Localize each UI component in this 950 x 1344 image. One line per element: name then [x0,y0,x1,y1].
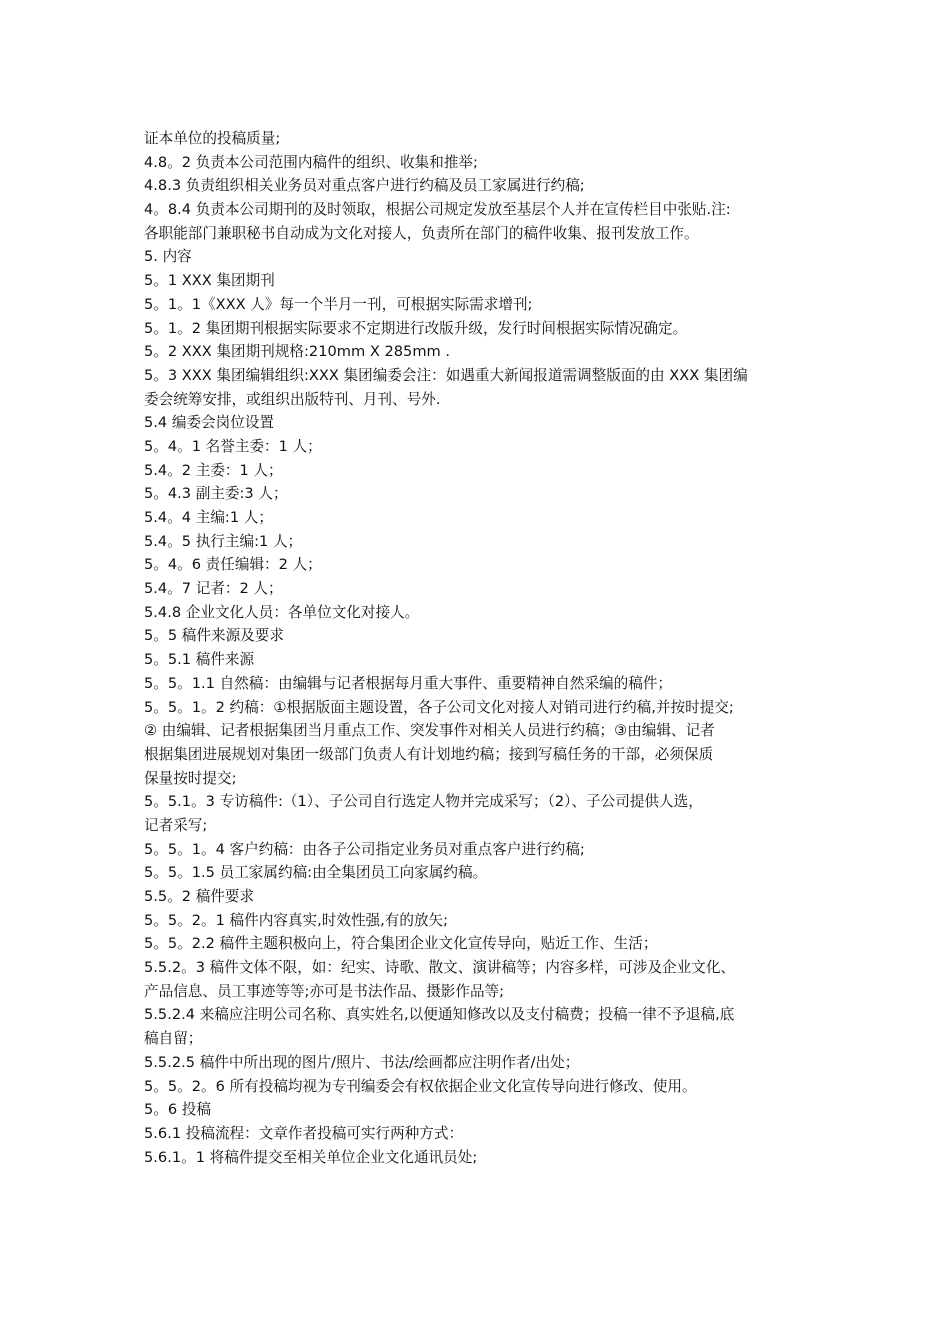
document-line: 产品信息、员工事迹等等;亦可是书法作品、摄影作品等; [144,982,505,1000]
document-line: 5。5.1 稿件来源 [144,651,255,669]
document-line: 5。4。6 责任编辑：2 人； [144,556,322,574]
document-line: 5。4。1 名誉主委：1 人； [144,437,322,455]
document-line: 5。4.3 副主委:3 人； [144,485,288,503]
document-line: 5。1。1《XXX 人》每一个半月一刊，可根据实际需求增刊; [144,295,533,313]
document-line: 4.8.3 负责组织相关业务员对重点客户进行约稿及员工家属进行约稿; [144,177,585,195]
document-line: 5。5。2。6 所有投稿均视为专刊编委会有权依据企业文化宣传导向进行修改、使用。 [144,1077,697,1095]
document-line: 4.8。2 负责本公司范围内稿件的组织、收集和推举; [144,153,478,171]
document-line: 证本单位的投稿质量; [144,130,281,147]
document-line: 5. 内容 [144,248,192,266]
document-line: 5.4。5 执行主编:1 人； [144,532,303,550]
document-line: 5。5。2。1 稿件内容真实,时效性强,有的放矢; [144,911,449,929]
document-line: 根据集团进展规划对集团一级部门负责人有计划地约稿；接到写稿任务的干部，必须保质 [144,745,714,763]
document-line: 5.5.2.5 稿件中所出现的图片/照片、书法/绘画都应注明作者/出处； [144,1053,580,1071]
document-line: 5。5 稿件来源及要求 [144,627,284,645]
document-line: 5。1 XXX 集团期刊 [144,272,275,290]
document-line: 5.6.1。1 将稿件提交至相关单位企业文化通讯员处; [144,1148,478,1166]
document-line: 5。6 投稿 [144,1101,211,1119]
document-line: 5。5。1。2 约稿：①根据版面主题设置，各子公司文化对接人对销司进行约稿,并按时提交; [144,698,734,716]
document-line: 记者采写; [144,816,208,834]
document-line: ② 由编辑、记者根据集团当月重点工作、突发事件对相关人员进行约稿；③由编辑、记者 [144,722,715,740]
document-line: 5.5。2 稿件要求 [144,888,255,905]
document-line: 5.4.8 企业文化人员：各单位文化对接人。 [144,603,420,621]
document-line: 5。5。1.5 员工家属约稿:由全集团员工向家属约稿。 [144,864,488,882]
document-line: 各职能部门兼职秘书自动成为文化对接人，负责所在部门的稿件收集、报刊发放工作。 [144,224,699,242]
document-line: 稿自留； [144,1030,203,1048]
document-line: 5。5。2.2 稿件主题积极向上，符合集团企业文化宣传导向，贴近工作、生活； [144,935,658,953]
document-line: 保量按时提交; [144,769,237,787]
document-line: 5.6.1 投稿流程：文章作者投稿可实行两种方式： [144,1124,464,1142]
document-line: 5。5。1。4 客户约稿：由各子公司指定业务员对重点客户进行约稿; [144,840,585,858]
document-line: 5.5.2。3 稿件文体不限，如：纪实、诗歌、散文、演讲稿等；内容多样，可涉及企业文化、 [144,959,736,977]
document-line: 委会统筹安排，或组织出版特刊、月刊、号外. [144,390,441,408]
document-line: 5。3 XXX 集团编辑组织:XXX 集团编委会注：如遇重大新闻报道需调整版面的由 XXX 集团编 [144,366,748,384]
document-line: 5.4。7 记者：2 人； [144,580,283,598]
document-line: 5.4 编委会岗位设置 [144,414,275,432]
document-line: 5。2 XXX 集团期刊规格:210mm X 285mm . [144,343,451,361]
document-body [144,127,824,1169]
document-line: 4。8.4 负责本公司期刊的及时领取，根据公司规定发放至基层个人并在宣传栏目中张贴.注: [144,201,731,219]
document-line: 5.5.2.4 来稿应注明公司名称、真实姓名,以便通知修改以及支付稿费；投稿一律不予退稿,底 [144,1006,735,1024]
document-line: 5.4。2 主委：1 人； [144,461,283,479]
document-line: 5。5.1。3 专访稿件:（1）、子公司自行选定人物并完成采写；（2）、子公司提供人选， [144,793,703,811]
document-line: 5.4。4 主编:1 人； [144,509,273,526]
document-line: 5。5。1.1 自然稿：由编辑与记者根据每月重大事件、重要精神自然采编的稿件； [144,674,673,692]
document-line: 5。1。2 集团期刊根据实际要求不定期进行改版升级，发行时间根据实际情况确定。 [144,319,688,337]
